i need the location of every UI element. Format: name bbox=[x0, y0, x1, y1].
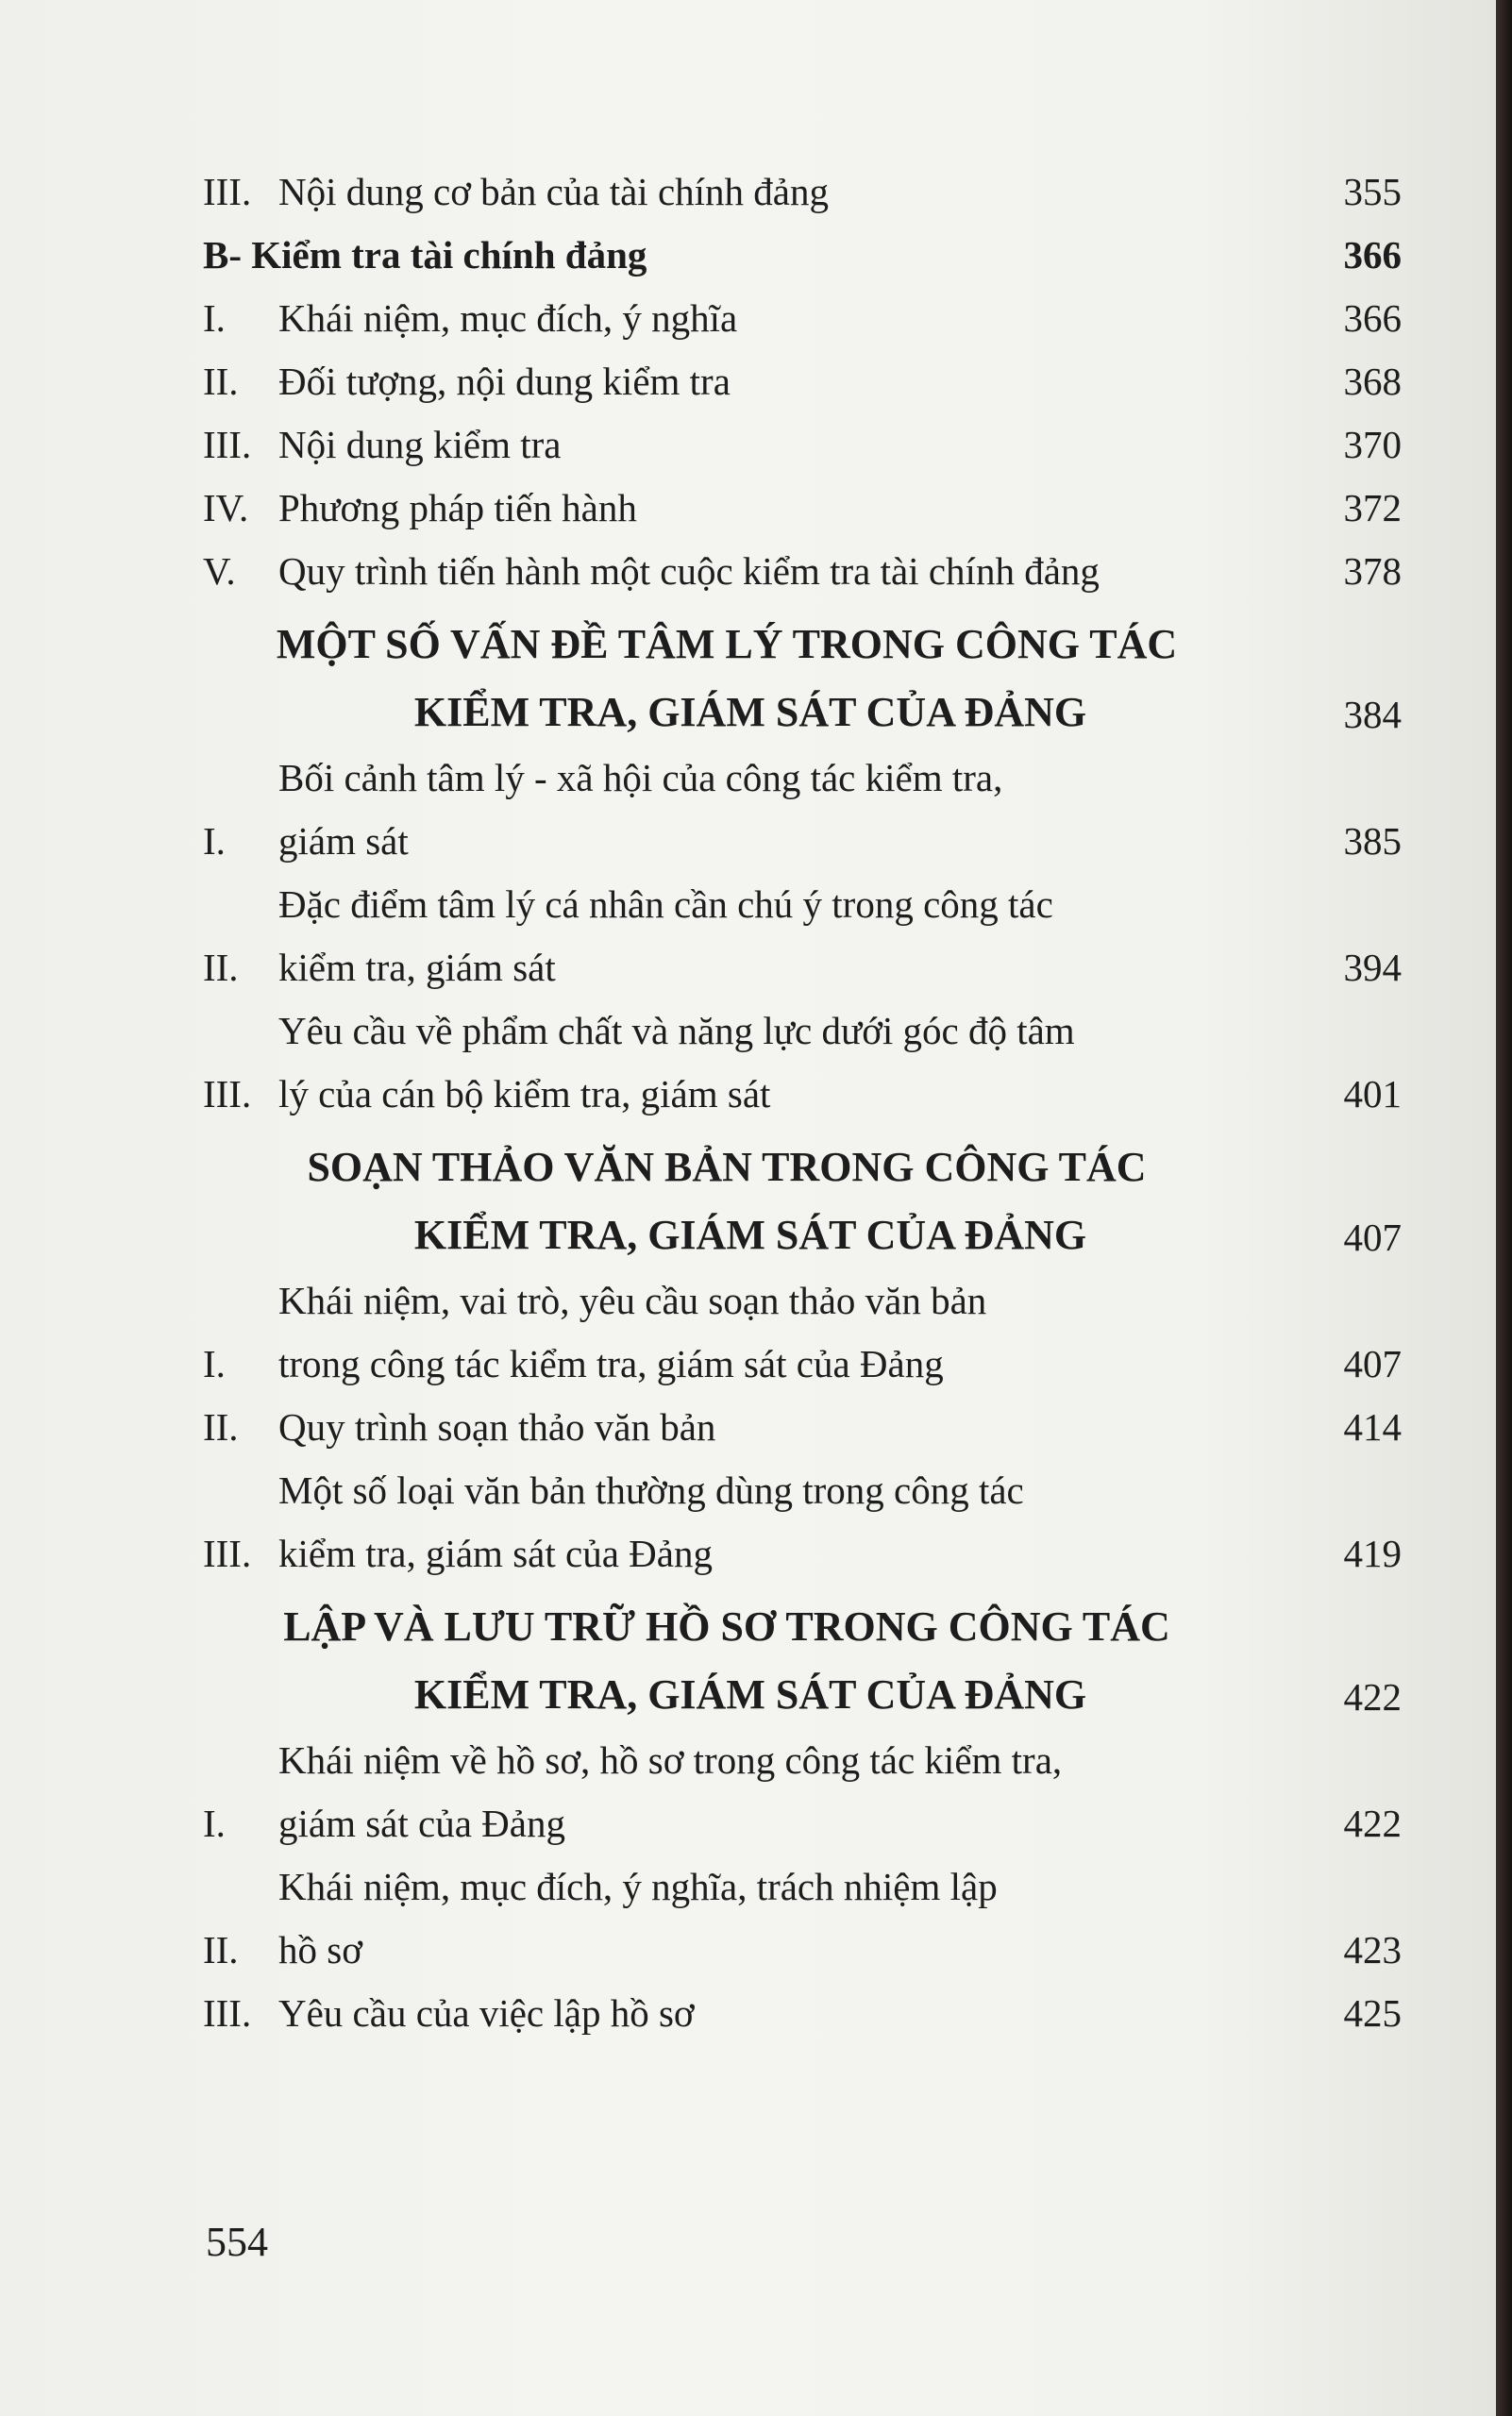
entry-page: 385 bbox=[1343, 819, 1402, 863]
entry-title-line: hồ sơ bbox=[278, 1928, 362, 1971]
entry-title: Quy trình tiến hành một cuộc kiểm tra tài chính đảng bbox=[278, 549, 1100, 593]
entry-title-line: Khái niệm, mục đích, ý nghĩa, trách nhiệm lập bbox=[278, 1865, 998, 1908]
entry-title-line: trong công tác kiểm tra, giám sát của Đảng bbox=[278, 1342, 944, 1385]
toc-entry bbox=[203, 413, 1402, 477]
toc-entry bbox=[203, 999, 1402, 1126]
entry-title-line: lý của cán bộ kiểm tra, giám sát bbox=[278, 1072, 771, 1116]
chapter-page: 422 bbox=[1343, 1675, 1402, 1719]
entry-title: Nội dung kiểm tra bbox=[278, 423, 562, 466]
toc-entry bbox=[203, 540, 1402, 603]
toc-entry bbox=[203, 1459, 1402, 1586]
chapter-title-line: KIỂM TRA, GIÁM SÁT CỦA ĐẢNG bbox=[413, 1212, 1087, 1258]
toc-entry bbox=[203, 350, 1402, 413]
entry-page: 401 bbox=[1343, 1072, 1402, 1116]
entry-title-line: giám sát của Đảng bbox=[278, 1802, 565, 1845]
toc-entry bbox=[203, 1269, 1402, 1396]
entry-page: 423 bbox=[1343, 1928, 1402, 1971]
toc-entry bbox=[203, 1729, 1402, 1855]
entry-title bbox=[278, 1855, 1298, 1982]
entry-number: II. bbox=[203, 946, 239, 989]
entry-number: IV. bbox=[203, 486, 249, 529]
entry-page: 366 bbox=[1343, 233, 1402, 277]
entry-title-line: Khái niệm, vai trò, yêu cầu soạn thảo văn bản bbox=[278, 1279, 987, 1322]
entry-page: 414 bbox=[1343, 1405, 1402, 1449]
entry-number: II. bbox=[203, 360, 239, 403]
entry-number: I. bbox=[203, 1342, 226, 1385]
entry-title-line: Khái niệm về hồ sơ, hồ sơ trong công tác kiểm tra, bbox=[278, 1738, 1063, 1782]
toc-entry bbox=[203, 747, 1402, 873]
chapter-page: 407 bbox=[1343, 1216, 1402, 1259]
entry-title bbox=[278, 1269, 1298, 1396]
entry-title-line: Đặc điểm tâm lý cá nhân cần chú ý trong công tác bbox=[278, 882, 1053, 926]
entry-number: III. bbox=[203, 423, 252, 466]
toc-entry bbox=[203, 1396, 1402, 1459]
chapter-title-row bbox=[203, 1201, 1402, 1269]
entry-number: I. bbox=[203, 819, 226, 863]
entry-title-line: kiểm tra, giám sát bbox=[278, 946, 556, 989]
entry-page: 368 bbox=[1343, 360, 1402, 403]
entry-page: 378 bbox=[1343, 549, 1402, 593]
entry-page: 425 bbox=[1343, 1991, 1402, 2035]
entry-title bbox=[278, 999, 1298, 1126]
entry-number: III. bbox=[203, 1072, 252, 1116]
toc-entry bbox=[203, 287, 1402, 350]
book-edge bbox=[1496, 0, 1512, 2416]
chapter-page: 384 bbox=[1343, 693, 1402, 736]
entry-title: Quy trình soạn thảo văn bản bbox=[278, 1405, 716, 1449]
entry-title: Yêu cầu của việc lập hồ sơ bbox=[278, 1991, 695, 2035]
entry-number: III. bbox=[203, 170, 252, 213]
chapter-title-row bbox=[203, 679, 1402, 747]
toc-chapter bbox=[203, 1593, 1402, 1729]
entry-number: III. bbox=[203, 1532, 252, 1575]
entry-title-line: Bối cảnh tâm lý - xã hội của công tác kiểm tra, bbox=[278, 756, 1003, 799]
section-title: B- Kiểm tra tài chính đảng bbox=[203, 233, 647, 277]
chapter-title-line: LẬP VÀ LƯU TRỮ HỒ SƠ TRONG CÔNG TÁC bbox=[283, 1603, 1170, 1650]
page-number: 554 bbox=[206, 2219, 268, 2265]
chapter-title-line: SOẠN THẢO VĂN BẢN TRONG CÔNG TÁC bbox=[307, 1144, 1147, 1190]
table-of-contents bbox=[203, 160, 1402, 2045]
entry-number: III. bbox=[203, 1991, 252, 2035]
entry-number: V. bbox=[203, 549, 236, 593]
entry-title: Khái niệm, mục đích, ý nghĩa bbox=[278, 296, 738, 340]
entry-page: 394 bbox=[1343, 946, 1402, 989]
entry-number: I. bbox=[203, 1802, 226, 1845]
entry-title bbox=[278, 747, 1298, 873]
toc-chapter bbox=[203, 611, 1402, 747]
toc-entry bbox=[203, 873, 1402, 999]
toc-entry-iii-tai-chinh bbox=[203, 160, 1402, 224]
entry-title: Nội dung cơ bản của tài chính đảng bbox=[278, 170, 829, 213]
entry-title bbox=[278, 873, 1298, 999]
entry-title: Đối tượng, nội dung kiểm tra bbox=[278, 360, 731, 403]
toc-entry bbox=[203, 1855, 1402, 1982]
entry-title-line: kiểm tra, giám sát của Đảng bbox=[278, 1532, 713, 1575]
entry-title bbox=[278, 1459, 1298, 1586]
entry-number: I. bbox=[203, 296, 226, 340]
entry-number: II. bbox=[203, 1928, 239, 1971]
entry-title-line: Yêu cầu về phẩm chất và năng lực dưới góc độ tâm bbox=[278, 1009, 1075, 1052]
entry-page: 419 bbox=[1343, 1532, 1402, 1575]
chapter-title-line: MỘT SỐ VẤN ĐỀ TÂM LÝ TRONG CÔNG TÁC bbox=[276, 621, 1178, 667]
chapter-title-line: KIỂM TRA, GIÁM SÁT CỦA ĐẢNG bbox=[413, 689, 1087, 735]
entry-title-line: Một số loại văn bản thường dùng trong công tác bbox=[278, 1468, 1024, 1512]
entry-page: 372 bbox=[1343, 486, 1402, 529]
entry-title bbox=[278, 1729, 1298, 1855]
toc-entry bbox=[203, 1982, 1402, 2045]
toc-chapter bbox=[203, 1133, 1402, 1269]
chapter-title-row bbox=[203, 1661, 1402, 1729]
entry-page: 422 bbox=[1343, 1802, 1402, 1845]
toc-entry bbox=[203, 477, 1402, 540]
entry-title: Phương pháp tiến hành bbox=[278, 486, 637, 529]
entry-page: 407 bbox=[1343, 1342, 1402, 1385]
entry-page: 366 bbox=[1343, 296, 1402, 340]
entry-page: 355 bbox=[1343, 170, 1402, 213]
entry-title-line: giám sát bbox=[278, 819, 409, 863]
entry-number: II. bbox=[203, 1405, 239, 1449]
toc-section-b bbox=[203, 224, 1402, 287]
chapter-title-line: KIỂM TRA, GIÁM SÁT CỦA ĐẢNG bbox=[413, 1671, 1087, 1718]
entry-page: 370 bbox=[1343, 423, 1402, 466]
